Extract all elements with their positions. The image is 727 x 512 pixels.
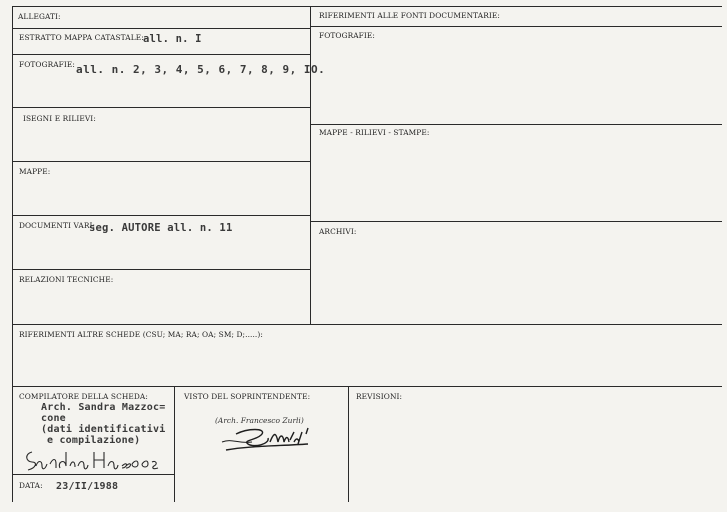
compilatore-label: COMPILATORE DELLA SCHEDA: <box>19 392 148 401</box>
estratto-mappa-value: all. n. I <box>143 33 202 45</box>
mappe-rilievi-stampe-label: MAPPE - RILIEVI - STAMPE: <box>319 128 430 137</box>
rule-center-vertical <box>310 6 311 324</box>
compilatore-signature <box>22 448 162 474</box>
allegati-label: ALLEGATI: <box>18 12 61 21</box>
rule-left-2 <box>12 54 310 55</box>
data-value: 23/II/1988 <box>56 481 119 492</box>
documenti-vari-value: seg. AUTORE all. n. 11 <box>89 222 233 234</box>
visto-soprintendente-label: VISTO DEL SOPRINTENDENTE: <box>184 392 311 401</box>
rule-top <box>12 6 722 7</box>
rule-full-1 <box>12 324 722 325</box>
rule-left-1 <box>12 28 310 29</box>
mappe-left-label: MAPPE: <box>19 167 51 176</box>
rule-bottom-v2 <box>348 386 349 502</box>
compilatore-line-4: e compilazione) <box>47 435 141 446</box>
archivi-label: ARCHIVI: <box>319 227 357 236</box>
compilatore-line-3: (dati identificativi <box>41 424 166 435</box>
rule-bottom-v1 <box>174 386 175 502</box>
soprintendente-name: (Arch. Francesco Zurli) <box>215 416 304 425</box>
rule-left <box>12 6 13 502</box>
rule-left-6 <box>12 269 310 270</box>
fotografie-value: all. n. 2, 3, 4, 5, 6, 7, 8, 9, IO. <box>76 63 326 76</box>
rule-left-4 <box>12 161 310 162</box>
estratto-mappa-label: ESTRATTO MAPPA CATASTALE: <box>19 33 144 42</box>
rule-right-2 <box>310 124 722 125</box>
data-label: DATA: <box>19 481 43 490</box>
rule-left-3 <box>12 107 310 108</box>
rule-right-3 <box>310 221 722 222</box>
rule-compilatore-sign <box>12 474 174 475</box>
rule-full-2 <box>12 386 722 387</box>
fotografie-left-label: FOTOGRAFIE: <box>19 60 76 69</box>
revisioni-label: REVISIONI: <box>356 392 403 401</box>
rule-right-1 <box>310 26 722 27</box>
documenti-vari-label: DOCUMENTI VARI: <box>19 221 96 230</box>
compilatore-line-1: Arch. Sandra Mazzoc= <box>41 402 166 413</box>
fotografie-right-label: FOTOGRAFIE: <box>319 31 376 40</box>
riferimenti-altre-schede-label: RIFERIMENTI ALTRE SCHEDE (CSU; MA; RA; OA; SM; D;.....): <box>19 330 263 339</box>
disegni-rilievi-label: ISEGNI E RILIEVI: <box>23 114 96 123</box>
compilatore-line-2: cone <box>41 413 66 424</box>
riferimenti-fonti-label: RIFERIMENTI ALLE FONTI DOCUMENTARIE: <box>319 11 500 20</box>
rule-left-5 <box>12 215 310 216</box>
relazioni-tecniche-label: RELAZIONI TECNICHE: <box>19 275 114 284</box>
compilatore-signature-text: Sandra Mazzoccone <box>22 448 33 449</box>
soprintendente-signature <box>218 424 328 454</box>
